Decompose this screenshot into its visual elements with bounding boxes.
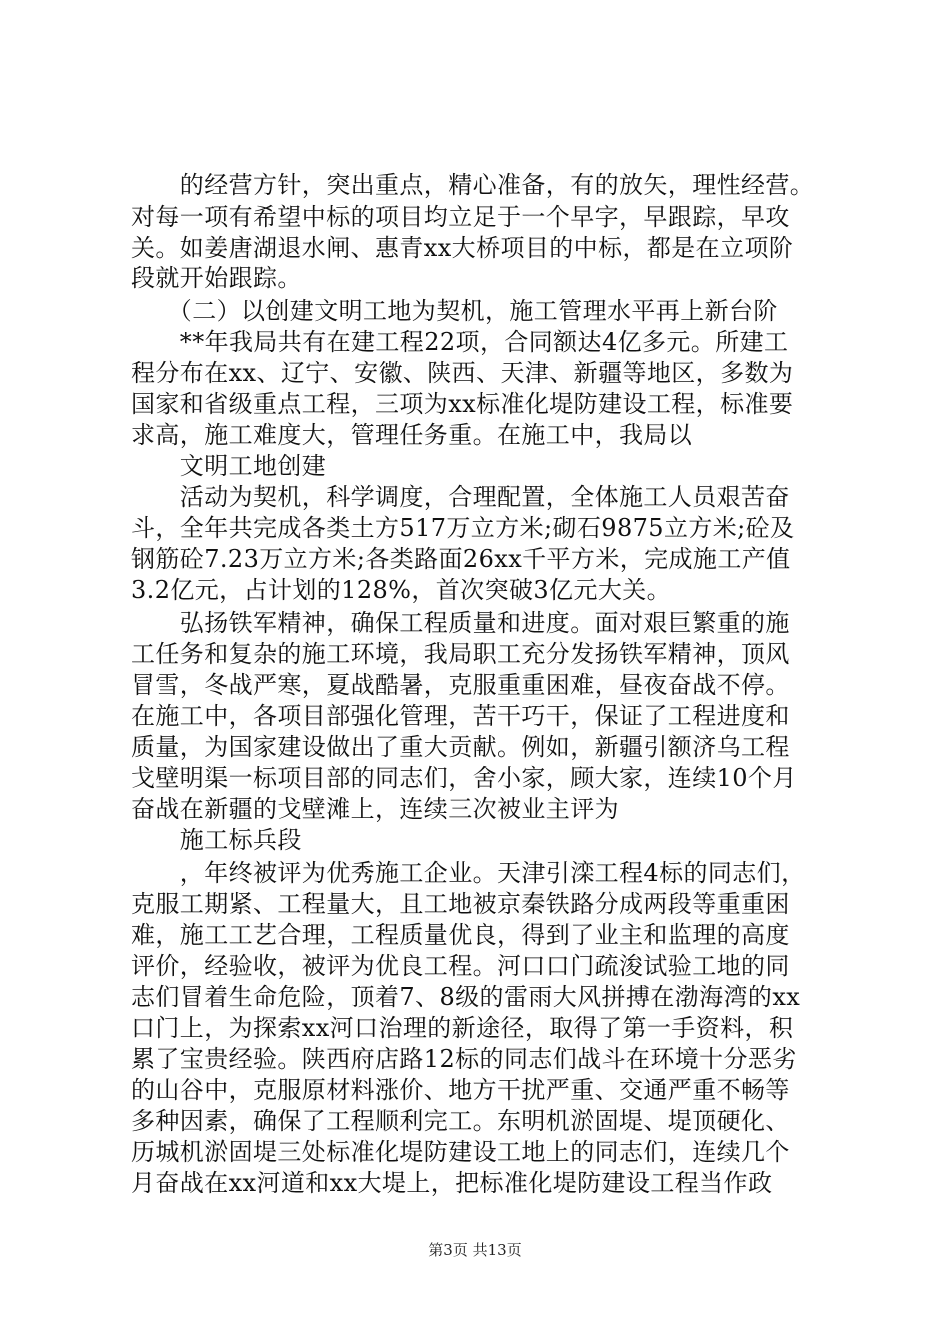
text-line: 程分布在xx、辽宁、安徽、陕西、天津、新疆等地区，多数为 <box>131 359 794 387</box>
text-line: 斗，全年共完成各类土方517万立方米;砌石9875立方米;砼及 <box>131 514 795 542</box>
text-line: 的经营方针，突出重点，精心准备，有的放矢，理性经营。 <box>131 171 815 199</box>
text-line: 段就开始跟踪。 <box>131 264 302 292</box>
text-line: 3.2亿元，占计划的128%，首次突破3亿元大关。 <box>131 576 672 604</box>
text-line: 施工标兵段 <box>131 826 302 854</box>
text-line: 国家和省级重点工程，三项为xx标准化堤防建设工程，标准要 <box>131 390 794 418</box>
text-line: 难，施工工艺合理，工程质量优良，得到了业主和监理的高度 <box>131 921 790 949</box>
text-line: 的山谷中，克服原材料涨价、地方干扰严重、交通严重不畅等 <box>131 1076 790 1104</box>
text-line: 弘扬铁军精神，确保工程质量和进度。面对艰巨繁重的施 <box>131 609 790 637</box>
text-line: 活动为契机，科学调度，合理配置，全体施工人员艰苦奋 <box>131 483 790 511</box>
text-line: 钢筋砼7.23万立方米;各类路面26xx千平方米，完成施工产值 <box>131 545 791 573</box>
text-line: 口门上，为探索xx河口治理的新途径，取得了第一手资料，积 <box>131 1014 794 1042</box>
text-line: 文明工地创建 <box>131 452 327 480</box>
text-line: 多种因素，确保了工程顺利完工。东明机淤固堤、堤顶硬化、 <box>131 1107 790 1135</box>
text-line: 工任务和复杂的施工环境，我局职工充分发扬铁军精神，顶风 <box>131 640 790 668</box>
text-line: 戈壁明渠一标项目部的同志们，舍小家，顾大家，连续10个月 <box>131 764 797 792</box>
text-line: （二）以创建文明工地为契机，施工管理水平再上新台阶 <box>131 297 778 325</box>
text-line: 冒雪，冬战严寒，夏战酷暑，克服重重困难，昼夜奋战不停。 <box>131 671 790 699</box>
text-line: 关。如姜唐湖退水闸、惠青xx大桥项目的中标，都是在立项阶 <box>131 234 794 262</box>
text-line: 质量，为国家建设做出了重大贡献。例如，新疆引额济乌工程 <box>131 733 790 761</box>
text-line: ，年终被评为优秀施工企业。天津引滦工程4标的同志们， <box>131 859 806 887</box>
text-line: 求高，施工难度大，管理任务重。在施工中，我局以 <box>131 421 693 449</box>
text-line: 克服工期紧、工程量大，且工地被京秦铁路分成两段等重重困 <box>131 890 790 918</box>
text-line: 在施工中，各项目部强化管理，苦干巧干，保证了工程进度和 <box>131 702 790 730</box>
text-line: 奋战在新疆的戈壁滩上，连续三次被业主评为 <box>131 795 619 823</box>
text-line: 累了宝贵经验。陕西府店路12标的同志们战斗在环境十分恶劣 <box>131 1045 797 1073</box>
text-line: **年我局共有在建工程22项，合同额达4亿多元。所建工 <box>131 328 789 356</box>
text-line: 志们冒着生命危险，顶着7、8级的雷雨大风拼搏在渤海湾的xx <box>131 983 801 1011</box>
text-line: 评价，经验收，被评为优良工程。河口口门疏浚试验工地的同 <box>131 952 790 980</box>
text-line: 历城机淤固堤三处标准化堤防建设工地上的同志们，连续几个 <box>131 1138 790 1166</box>
page-footer: 第3页 共13页 <box>428 1241 522 1259</box>
text-line: 对每一项有希望中标的项目均立足于一个早字，早跟踪，早攻 <box>131 203 790 231</box>
text-line: 月奋战在xx河道和xx大堤上，把标准化堤防建设工程当作政 <box>131 1169 773 1197</box>
